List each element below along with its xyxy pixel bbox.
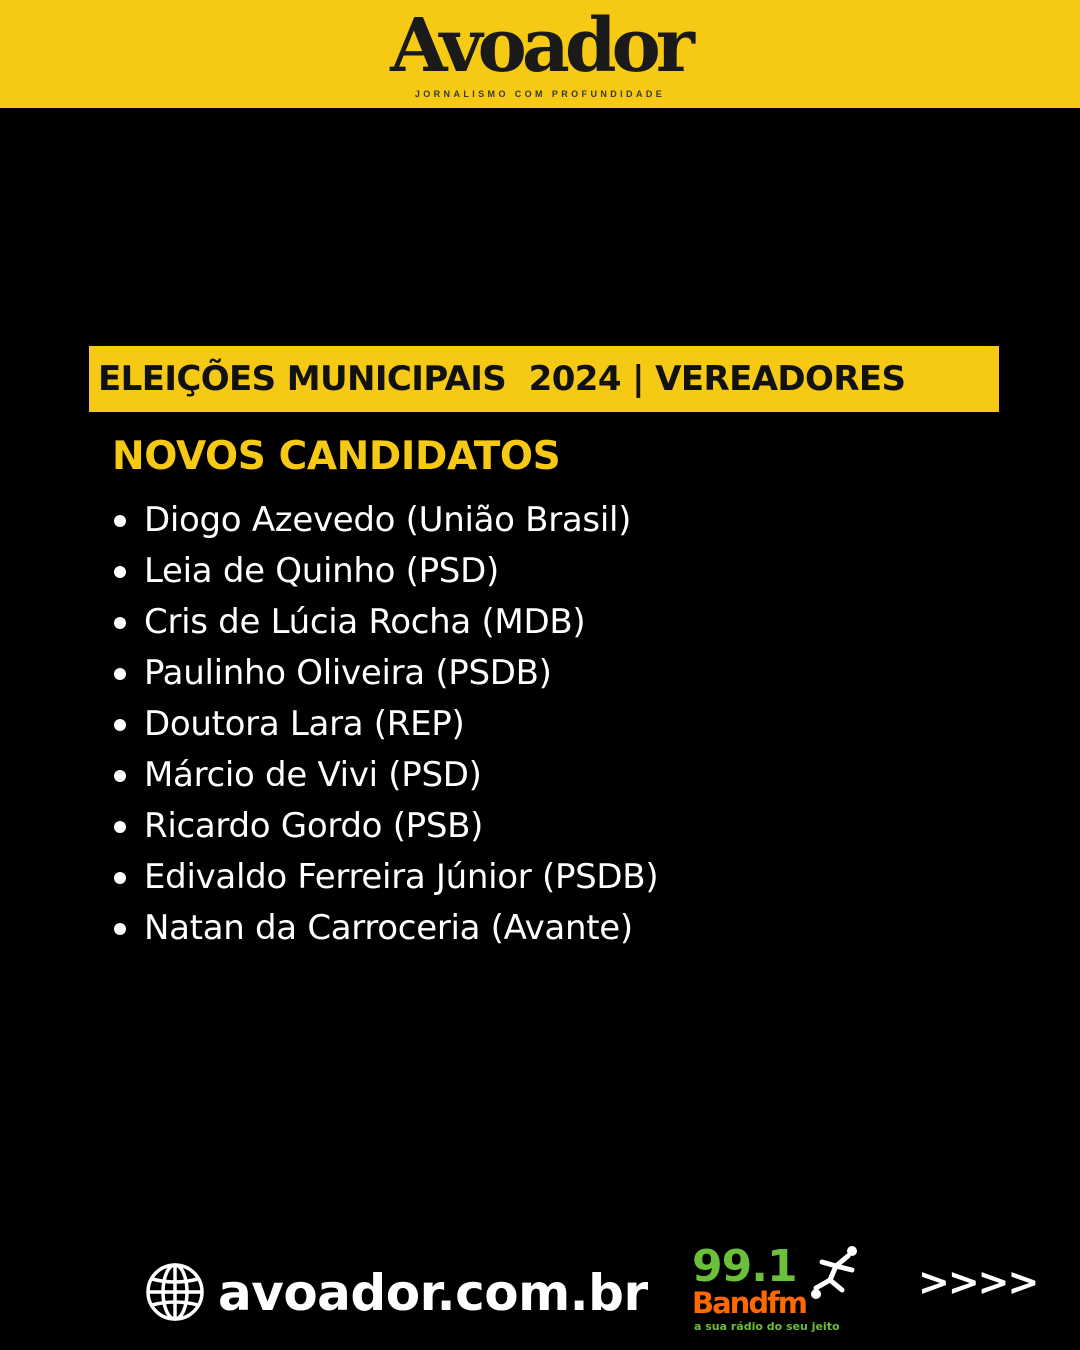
list-item xyxy=(112,495,658,546)
section-banner xyxy=(89,346,999,412)
bullet-icon xyxy=(114,668,126,680)
bullet-icon xyxy=(114,566,126,578)
bullet-icon xyxy=(114,821,126,833)
list-item xyxy=(112,648,658,699)
radio-frequency: 99.1 xyxy=(692,1241,797,1292)
bullet-icon xyxy=(114,719,126,731)
list-item xyxy=(112,852,658,903)
soccer-player-icon xyxy=(808,1244,860,1300)
candidate-name: Márcio de Vivi (PSD) xyxy=(144,755,482,795)
website-link[interactable]: avoador.com.br xyxy=(218,1264,648,1322)
bullet-icon xyxy=(114,770,126,782)
candidate-name: Edivaldo Ferreira Júnior (PSDB) xyxy=(144,857,659,897)
candidate-name: Ricardo Gordo (PSB) xyxy=(144,806,484,846)
list-item xyxy=(112,546,658,597)
globe-icon xyxy=(145,1262,205,1322)
candidate-name: Paulinho Oliveira (PSDB) xyxy=(144,653,552,693)
candidate-list xyxy=(112,495,658,954)
list-item xyxy=(112,699,658,750)
bullet-icon xyxy=(114,923,126,935)
list-title: NOVOS CANDIDATOS xyxy=(112,434,561,479)
section-label: ELEIÇÕES MUNICIPAIS 2024 | VEREADORES xyxy=(98,359,906,399)
list-item xyxy=(112,801,658,852)
candidate-name: Leia de Quinho (PSD) xyxy=(144,551,499,591)
radio-brand: Bandfm xyxy=(692,1286,806,1320)
next-arrows[interactable]: >>>> xyxy=(918,1260,1038,1304)
radio-slogan: a sua rádio do seu jeito xyxy=(694,1320,840,1333)
candidate-name: Cris de Lúcia Rocha (MDB) xyxy=(144,602,586,642)
candidate-name: Natan da Carroceria (Avante) xyxy=(144,908,633,948)
bullet-icon xyxy=(114,617,126,629)
list-item xyxy=(112,750,658,801)
bullet-icon xyxy=(114,872,126,884)
candidate-name: Doutora Lara (REP) xyxy=(144,704,465,744)
candidate-name: Diogo Azevedo (União Brasil) xyxy=(144,500,632,540)
bullet-icon xyxy=(114,515,126,527)
list-item xyxy=(112,597,658,648)
list-item xyxy=(112,903,658,954)
logo-tagline: JORNALISMO COM PROFUNDIDADE xyxy=(414,89,666,99)
logo-title: Avoador xyxy=(390,3,690,89)
header-bar xyxy=(0,0,1080,108)
radio-logo xyxy=(692,1242,860,1338)
